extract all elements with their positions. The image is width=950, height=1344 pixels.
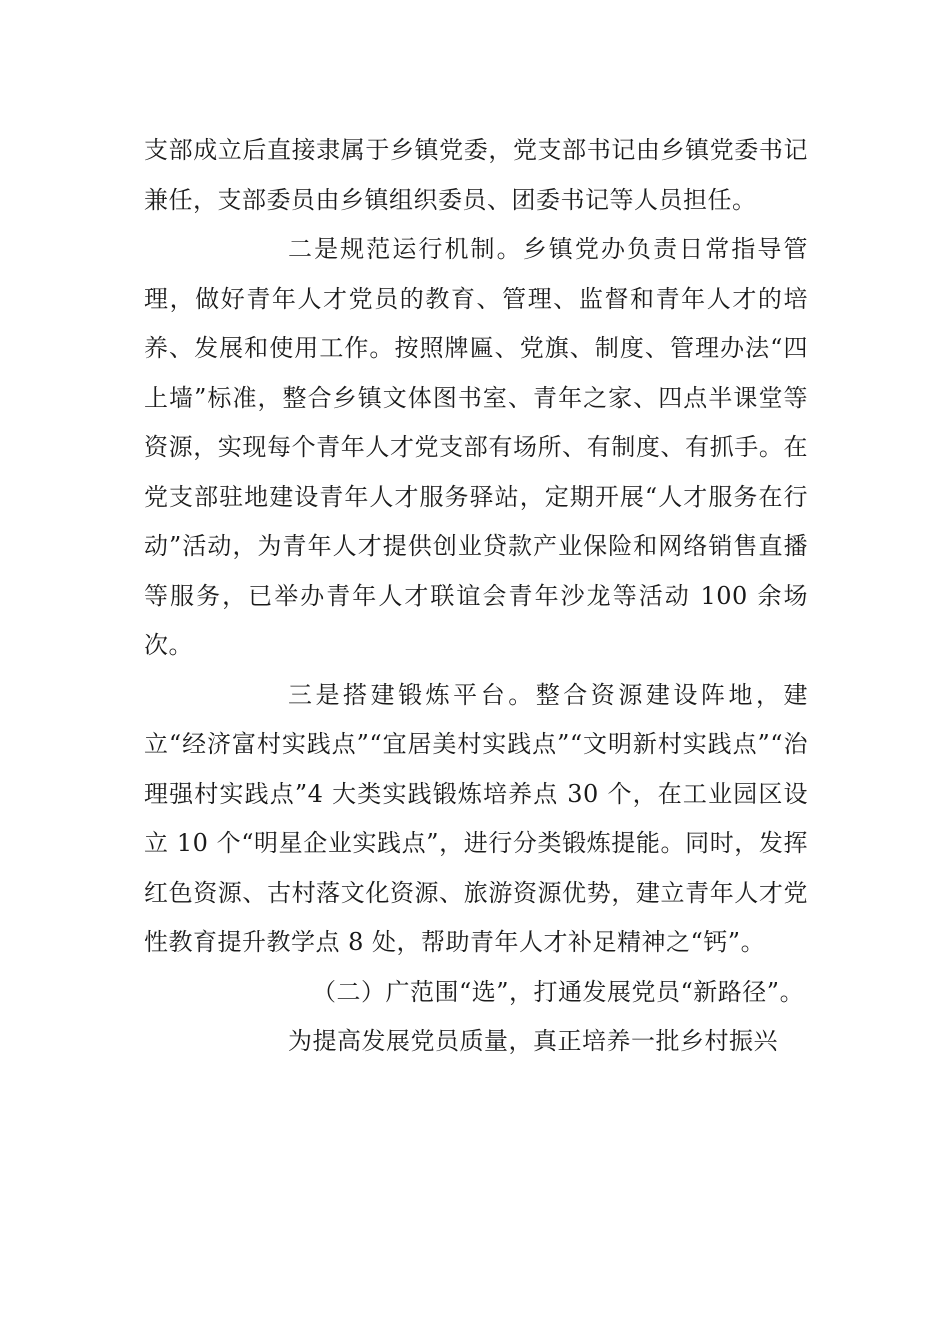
body-text xyxy=(144,126,808,1067)
paragraph-operating-mechanism: 二是规范运行机制。乡镇党办负责日常指导管理，做好青年人才党员的教育、管理、监督和青年人才的培养、发展和使用工作。按照牌匾、党旗、制度、管理办法“四上墙”标准，整合乡镇文体图书室、青年之家、四点半课堂等资源，实现每个青年人才党支部有场所、有制度、有抓手。在党支部驻地建设青年人才服务驿站，定期开展“人才服务在行动”活动，为青年人才提供创业贷款产业保险和网络销售直播等服务，已举办青年人才联谊会青年沙龙等活动 100 余场次。 xyxy=(144,235,808,659)
paragraph-development-quality: 为提高发展党员质量，真正培养一批乡村振兴 xyxy=(288,1027,778,1055)
paragraph-branch-structure: 支部成立后直接隶属于乡镇党委，党支部书记由乡镇党委书记兼任，支部委员由乡镇组织委员、团委书记等人员担任。 xyxy=(144,136,808,214)
section-heading-selection: （二）广范围“选”，打通发展党员“新路径”。 xyxy=(312,977,805,1006)
paragraph-training-platform: 三是搭建锻炼平台。整合资源建设阵地，建立“经济富村实践点”“宜居美村实践点”“文明新村实践点”“治理强村实践点”4 大类实践锻炼培养点 30 个，在工业园区设立 10 个“明星企业实践点”，进行分类锻炼提能。同时，发挥红色资源、古村落文化资源、旅游资源优势，建立青年人才党性教育提升教学点 8 处，帮助青年人才补足精神之“钙”。 xyxy=(144,680,808,956)
